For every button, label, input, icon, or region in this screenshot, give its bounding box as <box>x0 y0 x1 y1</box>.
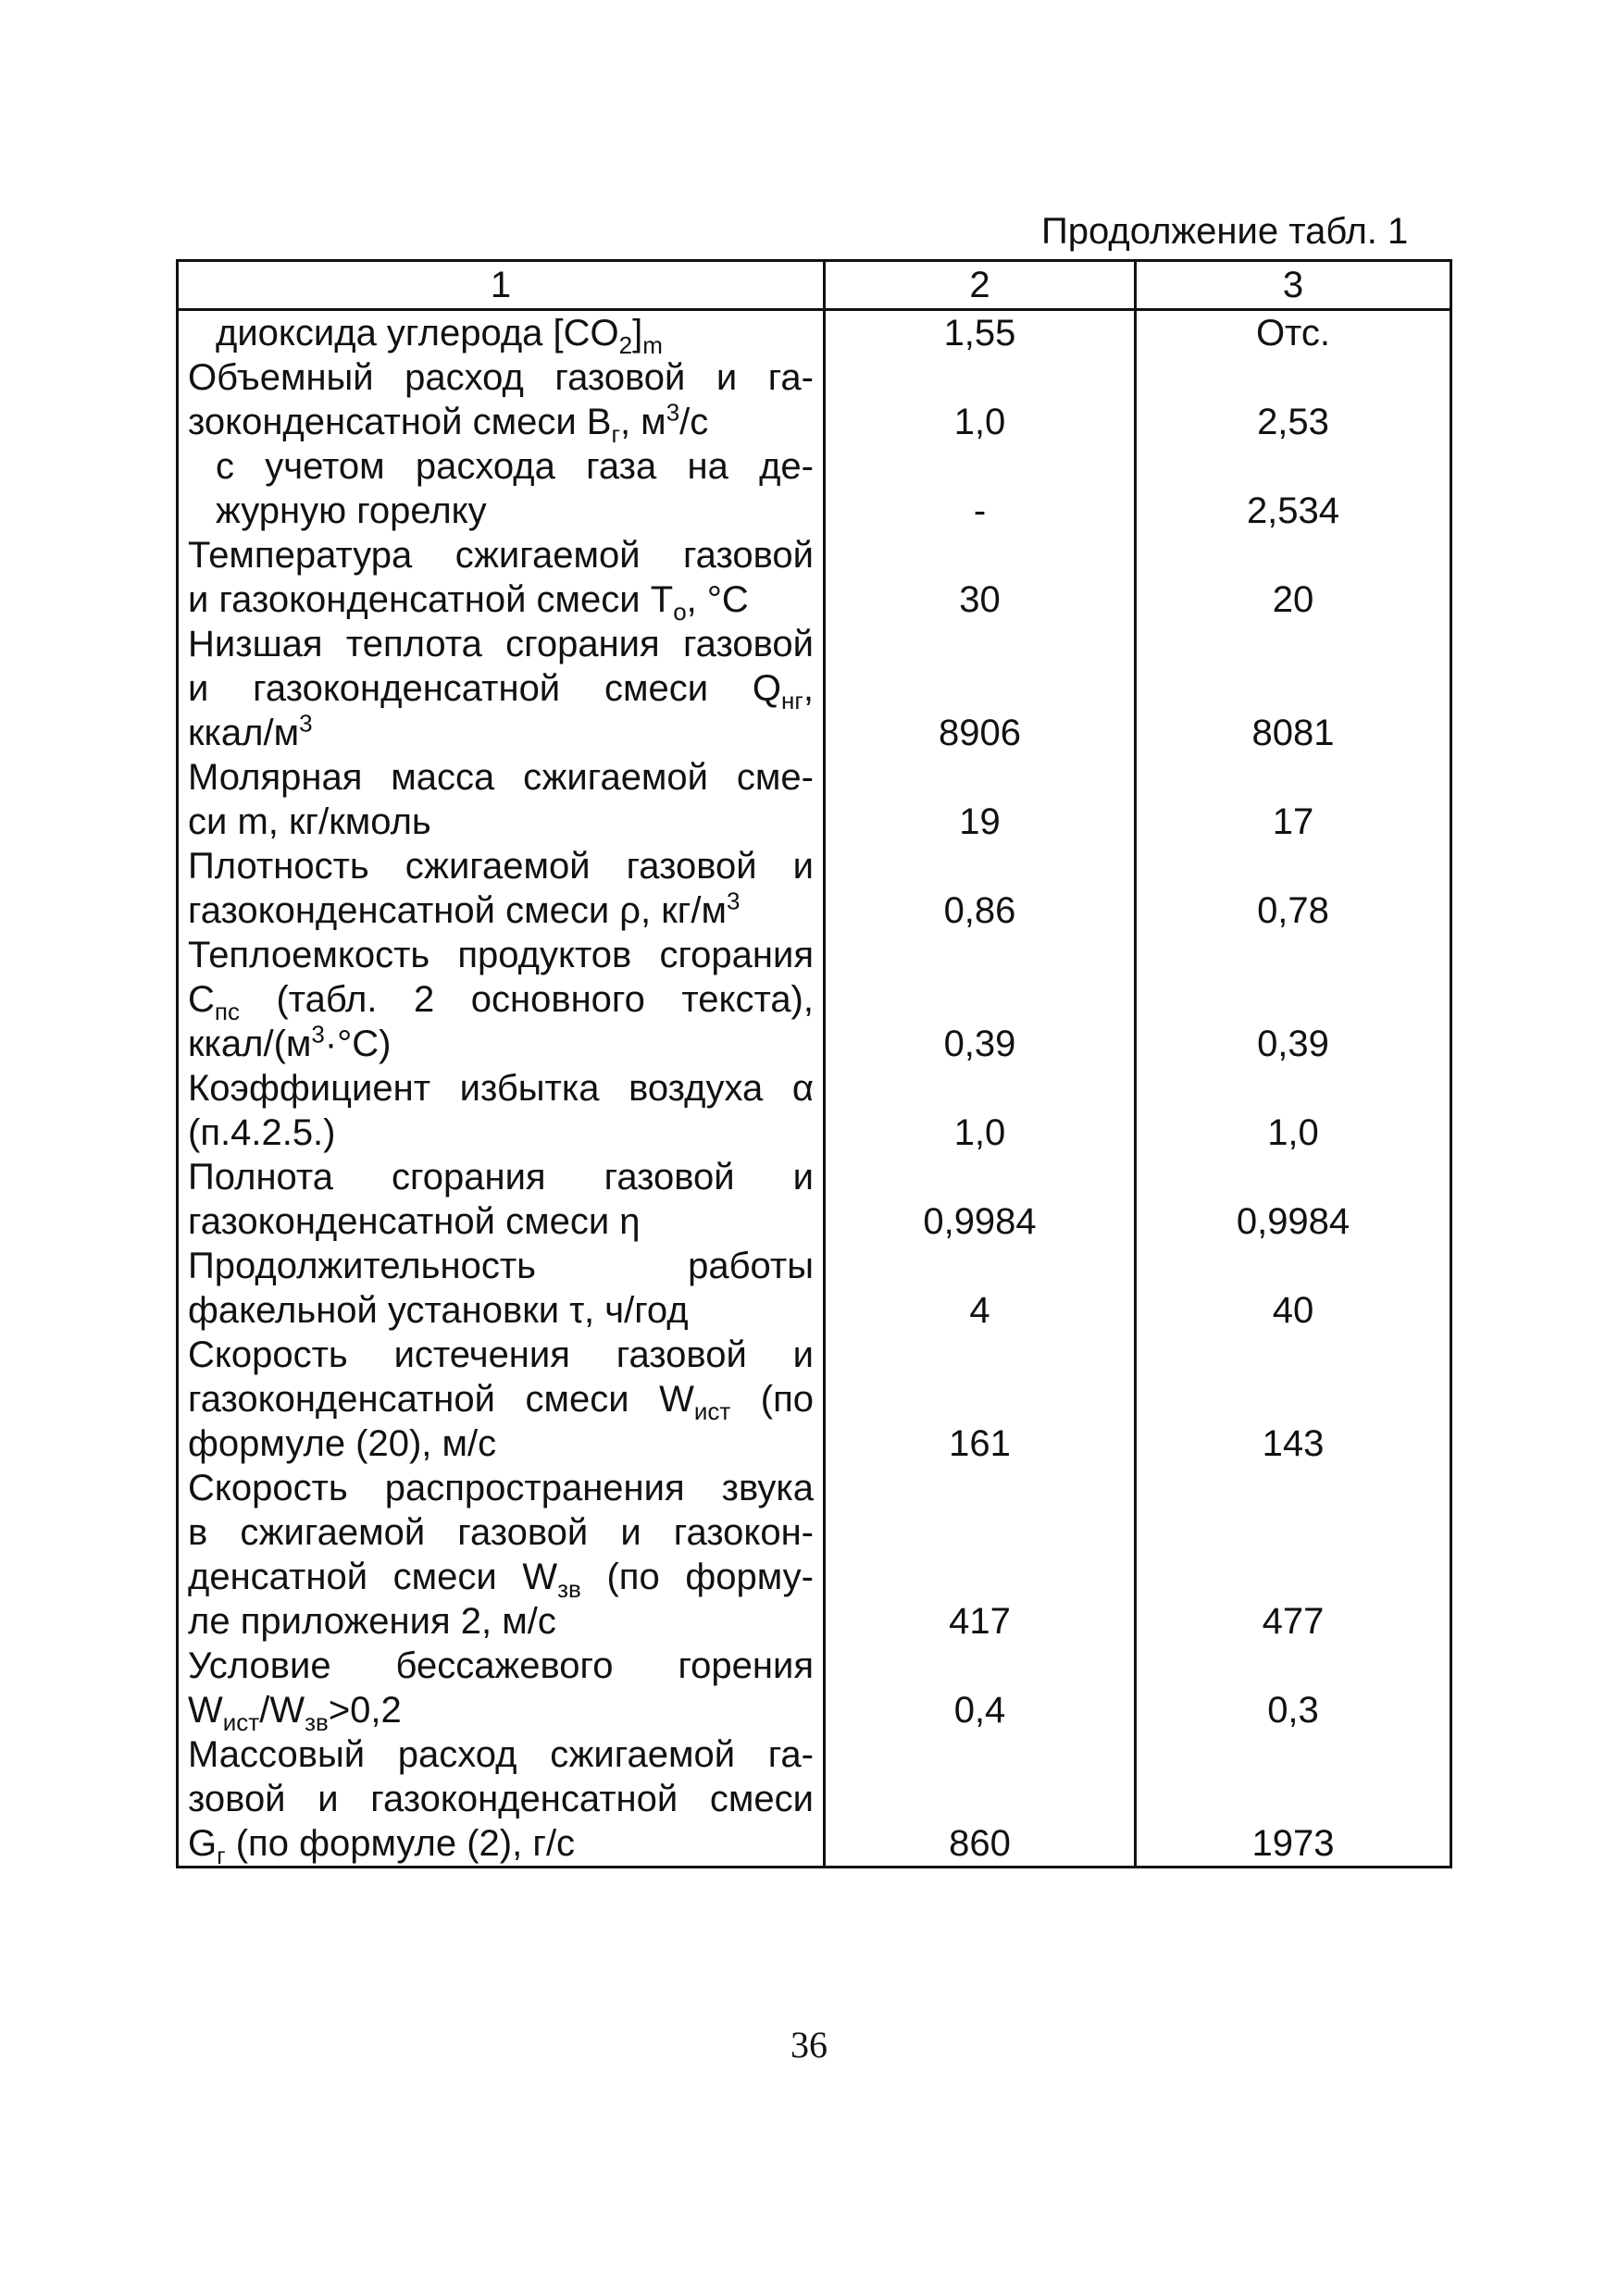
parameter-line: Теплоемкость продуктов сгорания <box>188 935 814 975</box>
value-col2-cell: 0,4 <box>825 1644 1136 1732</box>
value-col2-cell: - <box>825 444 1136 533</box>
table-row <box>178 1466 1451 1644</box>
parameter-line: Плотность сжигаемой газовой и <box>188 846 814 887</box>
parameter-line: диоксида углерода $[CO_2]_m$ <box>216 313 663 359</box>
parameter-line: $C_{пс}$ (табл. 2 основного текста), <box>188 979 814 1025</box>
parameter-line: (п.4.2.5.) <box>188 1112 336 1153</box>
parameter-line: с учетом расхода газа на де- <box>216 446 814 487</box>
parameter-cell <box>178 622 825 755</box>
table-continuation-caption: Продолжение табл. 1 <box>1041 211 1409 252</box>
parameter-line: газоконденсатной смеси $W_{ист}$ (по <box>188 1379 814 1425</box>
table-row <box>178 444 1451 533</box>
table-row <box>178 622 1451 755</box>
value-col2-cell: 860 <box>825 1732 1136 1868</box>
value-col3-cell: 1973 <box>1136 1732 1451 1868</box>
parameter-line: си m, кг/кмоль <box>188 801 431 842</box>
parameter-line: газоконденсатной смеси ρ, $кг/м^3$ <box>188 887 741 931</box>
parameter-cell <box>178 1732 825 1868</box>
parameter-line: $G_г$ (по формуле (2), г/с <box>188 1823 576 1869</box>
parameter-cell <box>178 1644 825 1736</box>
parameter-line: в сжигаемой газовой и газокон- <box>188 1512 814 1553</box>
parameter-line: Температура сжигаемой газовой <box>188 535 814 576</box>
value-col2-cell: 19 <box>825 755 1136 844</box>
parameter-cell <box>178 1244 825 1333</box>
column-header-3: 3 <box>1136 261 1451 310</box>
parameter-cell <box>178 355 825 448</box>
table-row <box>178 1732 1451 1868</box>
value-col3-cell: 8081 <box>1136 622 1451 755</box>
parameter-line: ккал/$м^3$ <box>188 709 313 753</box>
value-col3-cell: 40 <box>1136 1244 1451 1333</box>
parameter-cell <box>178 1333 825 1466</box>
parameter-cell <box>178 310 825 359</box>
parameter-line: зоконденсатной смеси $B_г$, $м^3/с$ <box>188 398 709 448</box>
value-col3-cell: 17 <box>1136 755 1451 844</box>
table-row <box>178 533 1451 622</box>
parameter-line: Условие бессажевого горения <box>188 1645 814 1686</box>
parameter-cell <box>178 755 825 844</box>
parameter-cell <box>178 444 825 533</box>
table-row <box>178 355 1451 444</box>
value-col2-cell: 1,0 <box>825 355 1136 444</box>
parameter-cell <box>178 844 825 933</box>
value-col3-cell: 2,53 <box>1136 355 1451 444</box>
table-row <box>178 310 1451 356</box>
value-col3-cell: 0,9984 <box>1136 1155 1451 1244</box>
parameter-line: Объемный расход газовой и га- <box>188 357 814 398</box>
value-col3-cell: 143 <box>1136 1333 1451 1466</box>
table-row <box>178 1244 1451 1333</box>
parameter-cell <box>178 933 825 1066</box>
parameter-line: и газоконденсатной смеси $Q_{нг}$, <box>188 668 814 714</box>
page-number: 36 <box>790 2024 828 2066</box>
value-col3-cell: 0,78 <box>1136 844 1451 933</box>
parameter-line: $W_{ист}/W_{зв}>0,2$ <box>188 1690 402 1736</box>
parameter-line: Скорость распространения звука <box>188 1468 814 1508</box>
value-col2-cell: 1,0 <box>825 1066 1136 1155</box>
value-col2-cell: 0,39 <box>825 933 1136 1066</box>
parameter-cell <box>178 1066 825 1155</box>
parameter-cell <box>178 1466 825 1644</box>
parameter-cell <box>178 533 825 626</box>
value-col2-cell: 161 <box>825 1333 1136 1466</box>
table-row <box>178 844 1451 933</box>
parameter-line: Продолжительность работы <box>188 1246 814 1286</box>
value-col2-cell: 1,55 <box>825 310 1136 356</box>
parameter-line: Полнота сгорания газовой и <box>188 1157 814 1198</box>
table-row <box>178 933 1451 1066</box>
table-body <box>178 310 1451 1868</box>
value-col3-cell: 2,534 <box>1136 444 1451 533</box>
value-col2-cell: 8906 <box>825 622 1136 755</box>
table-row <box>178 1644 1451 1732</box>
parameter-line: Скорость истечения газовой и <box>188 1334 814 1375</box>
value-col2-cell: 0,86 <box>825 844 1136 933</box>
value-col2-cell: 417 <box>825 1466 1136 1644</box>
parameter-line: газоконденсатной смеси η <box>188 1201 641 1242</box>
value-col2-cell: 4 <box>825 1244 1136 1333</box>
parameter-line: Низшая теплота сгорания газовой <box>188 624 814 664</box>
value-col3-cell: Отс. <box>1136 310 1451 356</box>
parameter-line: Молярная масса сжигаемой сме- <box>188 757 814 798</box>
value-col2-cell: 30 <box>825 533 1136 622</box>
table-header-row <box>178 261 1451 310</box>
value-col3-cell: 20 <box>1136 533 1451 622</box>
parameter-cell <box>178 1155 825 1244</box>
table-row <box>178 1155 1451 1244</box>
value-col3-cell: 0,3 <box>1136 1644 1451 1732</box>
parameter-line: Массовый расход сжигаемой га- <box>188 1734 814 1775</box>
parameter-line: ле приложения 2, м/с <box>188 1601 556 1642</box>
parameter-line: ккал/$(м^3\cdot^\circ C)$ <box>188 1020 392 1064</box>
value-col3-cell: 1,0 <box>1136 1066 1451 1155</box>
parameter-line: зовой и газоконденсатной смеси <box>188 1779 814 1819</box>
data-table <box>176 259 1452 1868</box>
parameter-line: журную горелку <box>216 490 487 531</box>
column-header-2: 2 <box>825 261 1136 310</box>
parameter-line: формуле (20), м/с <box>188 1423 497 1464</box>
parameter-line: Коэффициент избытка воздуха α <box>188 1068 814 1109</box>
value-col2-cell: 0,9984 <box>825 1155 1136 1244</box>
value-col3-cell: 477 <box>1136 1466 1451 1644</box>
table-row <box>178 755 1451 844</box>
parameter-line: денсатной смеси $W_{зв}$ (по форму- <box>188 1557 814 1603</box>
table-row <box>178 1333 1451 1466</box>
column-header-1: 1 <box>178 261 825 310</box>
parameter-line: и газоконденсатной смеси $T_o$, °C <box>188 579 749 626</box>
parameter-line: факельной установки τ, ч/год <box>188 1290 689 1331</box>
table-row <box>178 1066 1451 1155</box>
value-col3-cell: 0,39 <box>1136 933 1451 1066</box>
